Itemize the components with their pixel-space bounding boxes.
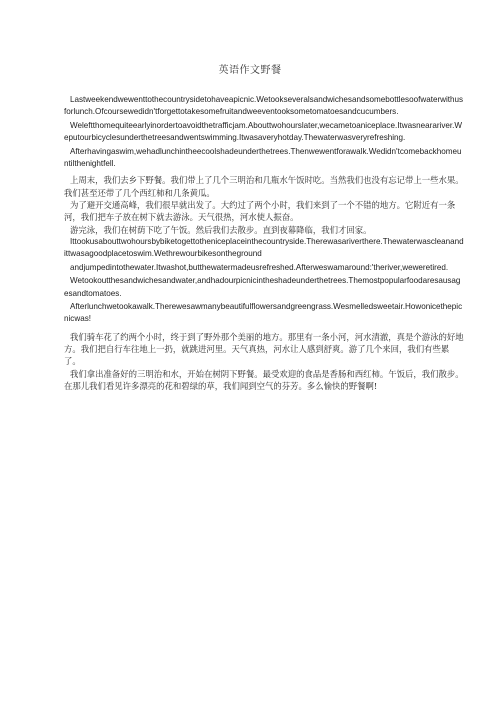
paragraph-en-7: Afterlunchwetookawalk.Therewesawmanybeautifulflowersandgreengrass.Wesmelledsweetair.Howonicethepicnicwas! — [64, 301, 463, 324]
paragraph-en-4: Ittookusabouttwohoursbybiketogettotheniceplaceinthecountryside.Therewasariverthere.Thewaterwascleanandittwasagoodplacetoswim.Wethrewourbikesontheground — [64, 236, 464, 259]
paragraph-en-5: andjumpedintothewater.Itwashot,butthewatermadeusrefreshed.Afterweswamaround:'theriver,weweretired. — [70, 262, 449, 272]
paragraph-en-2: Weleftthomequiteearlyinordertoavoidthetrafficjam.Abouttwohourslater,wecametoaniceplace.Itwasnearariver.Weputourbicyclesunderthetreesandwentswimming.Itwasaveryhotday.Thewaterwasveryrefreshing. — [64, 120, 463, 143]
paragraph-zh-3: 游完泳，我们在树荫下吃了午饭。然后我们去散步。直到夜幕降临，我们才回家。 — [70, 224, 372, 235]
paragraph-zh-1: 上周末，我们去乡下野餐。我们带上了几个三明治和几瓶水午饭时吃。当然我们也没有忘记带上一些水果。我们甚至还带了几个西红柿和几条黄瓜。 — [64, 175, 464, 198]
document-body — [64, 94, 464, 392]
paragraph-zh-2: 为了避开交通高峰，我们很早就出发了。大约过了两个小时，我们来到了一个不错的地方。它附近有一条河，我们把车子放在树下就去游泳。天气很热，河水使人振奋。 — [64, 200, 456, 223]
paragraph-en-3: Afterhavingaswim,wehadlunchintheecoolshadeunderthetrees.Thenwewentforawalk.Wedidn'tcomebackhomeuntilthenightfell. — [64, 146, 462, 169]
paragraph-zh-4: 我们骑车花了约两个小时，终于到了野外那个美丽的地方。那里有一条小河，河水清澈，真是个游泳的好地方。我们把自行车往地上一扔，就跳进河里。天气真热，河水让人感到舒爽。游了几个来回，我们有些累了。 — [64, 331, 464, 367]
document-title: 英语作文野餐 — [218, 65, 282, 76]
paragraph-en-1: Lastweekendwewenttothecountrysidetohaveapicnic.Wetookseveralsandwichesandsomebottlesoofwaterwithusforlunch.Ofcoursewedidn'tforgettotakesomefruitandweeventooksometomatoesandcucumbers. — [64, 95, 464, 117]
paragraph-zh-5: 我们拿出准备好的三明治和水，开始在树阴下野餐。最受欢迎的食品是香肠和西红柿。午饭后，我们散步。在那儿我们看见许多漂亮的花和碧绿的草，我们闻到空气的芬芳。多么愉快的野餐啊! — [64, 368, 464, 391]
paragraph-en-6: Wetookoutthesandwichesandwater,andhadourpicnicintheshadeunderthetrees.Themostpopularfoodaresausagesandtomatoes. — [64, 276, 461, 298]
